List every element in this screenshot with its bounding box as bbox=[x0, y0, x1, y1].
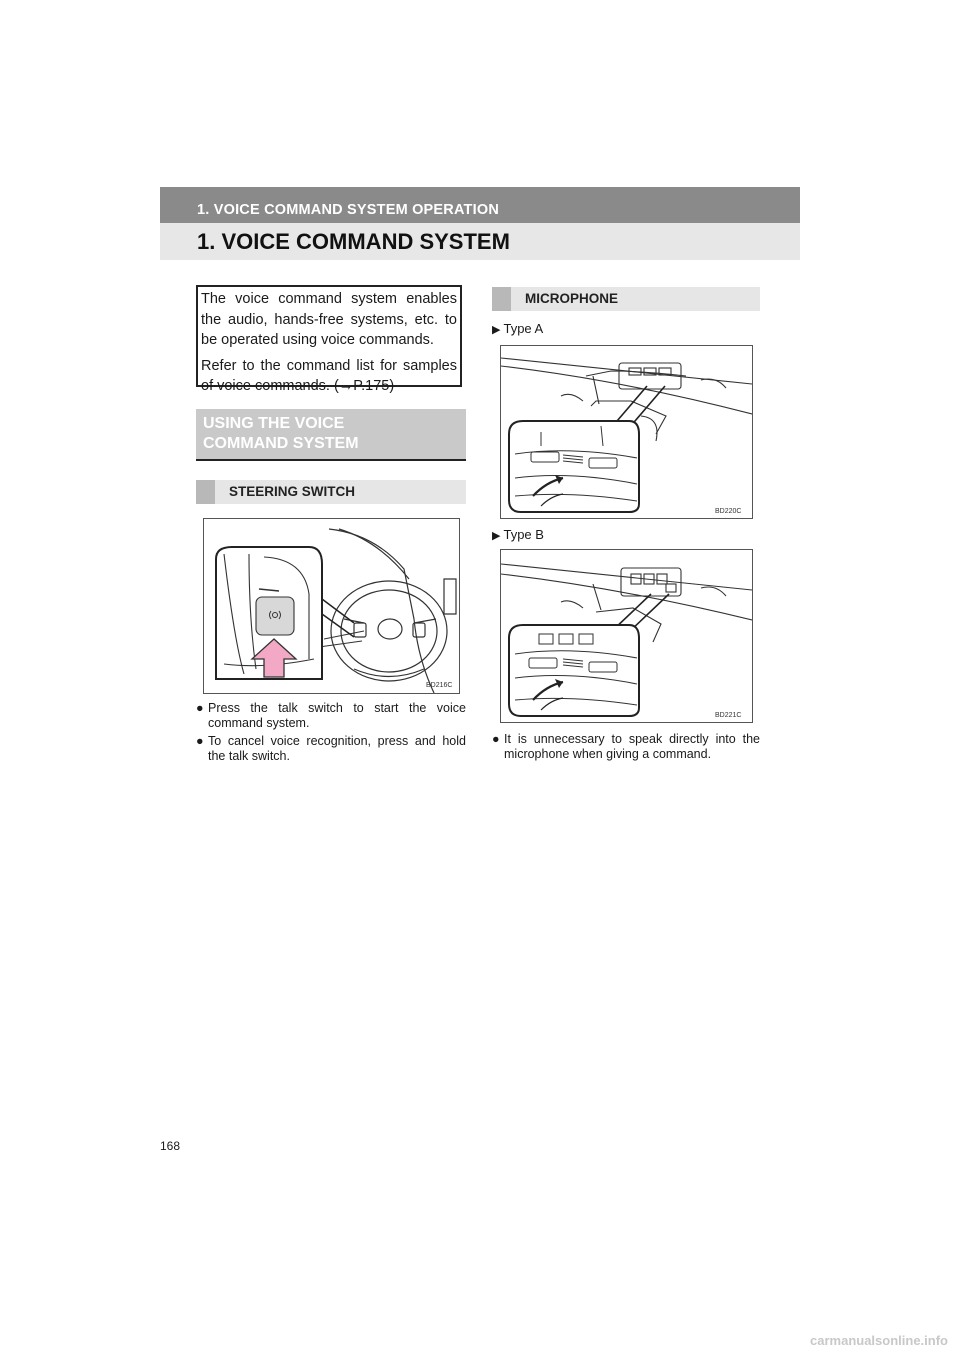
page-title: 1. VOICE COMMAND SYSTEM bbox=[197, 229, 510, 254]
intro-paragraph-1: The voice command system enables the audio, hands-free systems, etc. to be operated using voice commands. bbox=[201, 291, 457, 348]
watermark: carmanualsonline.info bbox=[810, 1333, 948, 1348]
microphone-type-a-illustration bbox=[501, 346, 752, 518]
figure-code-bd221c: BD221C bbox=[715, 712, 742, 719]
bullet-text-cancel: To cancel voice recognition, press and hold the talk switch. bbox=[208, 734, 466, 763]
type-a-label bbox=[492, 321, 543, 336]
bullet-icon: ● bbox=[492, 732, 500, 746]
type-b-label bbox=[492, 527, 544, 542]
bullet-icon: ● bbox=[196, 734, 204, 748]
section-header-text: 1. VOICE COMMAND SYSTEM OPERATION bbox=[197, 202, 499, 218]
bullet-item bbox=[196, 734, 466, 764]
page-number: 168 bbox=[160, 1139, 181, 1153]
figure-code-bd216c: BD216C bbox=[426, 682, 453, 689]
bullet-text-press-talk: Press the talk switch to start the voice command system. bbox=[208, 701, 466, 730]
intro-box bbox=[196, 285, 462, 394]
figure-code-bd220c: BD220C bbox=[715, 508, 742, 515]
bullet-text-microphone: It is unnecessary to speak directly into the microphone when giving a command. bbox=[504, 732, 760, 761]
triangle-icon: ▶ bbox=[492, 530, 501, 542]
microphone-heading-text: MICROPHONE bbox=[525, 291, 619, 306]
intro-paragraph-2: Refer to the command list for samples of voice commands. (→P.175) bbox=[201, 357, 457, 394]
steering-switch-illustration bbox=[204, 519, 459, 693]
steering-switch-figure bbox=[203, 518, 460, 694]
using-voice-command-heading bbox=[196, 409, 466, 461]
steering-switch-heading bbox=[196, 480, 466, 504]
triangle-icon: ▶ bbox=[492, 324, 501, 336]
microphone-type-b-figure bbox=[500, 549, 753, 723]
bullet-item bbox=[492, 732, 760, 762]
bullet-item bbox=[196, 701, 466, 731]
section-header-bar bbox=[160, 187, 800, 223]
microphone-type-b-illustration bbox=[501, 550, 752, 722]
using-voice-command-heading-text: USING THE VOICE COMMAND SYSTEM bbox=[203, 415, 359, 452]
page-title-bar bbox=[160, 223, 800, 260]
microphone-heading bbox=[492, 287, 760, 311]
heading-square-icon bbox=[492, 287, 511, 311]
bullet-icon: ● bbox=[196, 701, 204, 715]
type-b-text: Type B bbox=[503, 527, 544, 542]
steering-switch-heading-text: STEERING SWITCH bbox=[229, 484, 356, 499]
microphone-type-a-figure bbox=[500, 345, 753, 519]
type-a-text: Type A bbox=[503, 321, 544, 336]
heading-square-icon bbox=[196, 480, 215, 504]
